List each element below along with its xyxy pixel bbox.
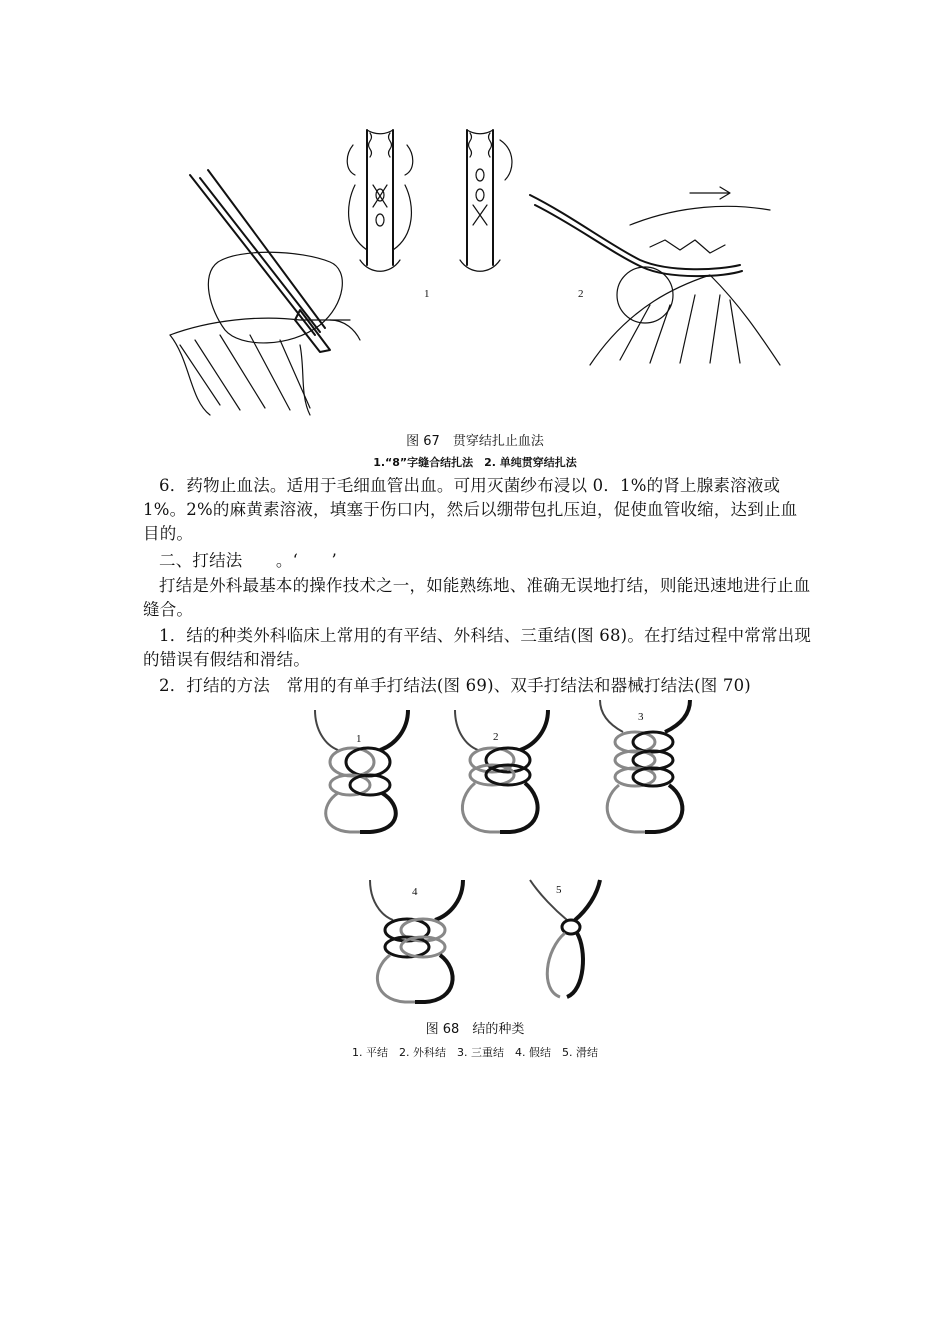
knot-label-1: 1: [356, 733, 362, 745]
fig67-sub-label-1: 1: [424, 288, 430, 300]
paragraph-drug-hemostasis: 6．药物止血法。适用于毛细血管出血。可用灭菌纱布浸以 0．1%的肾上腺素溶液或 1%。2%的麻黄素溶液，填塞于伤口内，然后以绷带包扎压迫，促使血管收缩，达到止血目的。: [143, 476, 798, 543]
square-knot-illustration: [310, 705, 410, 835]
fig68-title: 图 68 结的种类: [425, 1022, 525, 1037]
paragraph-knot-types: 1．结的种类外科临床上常用的有平结、外科结、三重结(图 68)。在打结过程中常常出现的错误有假结和滑结。: [143, 626, 812, 669]
figure-8-suture-illustration-b: [445, 125, 515, 280]
triple-knot-illustration: [595, 700, 695, 835]
surgeons-knot-illustration: [450, 705, 550, 835]
fig67-subtitle: 1.“8”字缝合结扎法 2. 单纯贯穿结扎法: [373, 456, 577, 469]
knot-label-3: 3: [638, 711, 644, 723]
figure-8-suture-illustration-a: [345, 125, 415, 280]
fig67-sub-label-2: 2: [578, 288, 584, 300]
knot-label-4: 4: [412, 886, 418, 898]
fig68-subtitle: 1. 平结 2. 外科结 3. 三重结 4. 假结 5. 滑结: [352, 1046, 598, 1059]
knot-label-5: 5: [556, 884, 562, 896]
forceps-clamp-illustration: [170, 170, 370, 415]
paragraph-knot-methods: 2．打结的方法 常用的有单手打结法(图 69)、双手打结法和器械打结法(图 70): [159, 676, 751, 695]
transfixion-ligature-illustration: [530, 185, 780, 365]
knot-label-2: 2: [493, 731, 499, 743]
slip-knot-illustration: [525, 875, 605, 1005]
fig67-title: 图 67 贯穿结扎止血法: [406, 434, 544, 449]
paragraph-knot-intro: 打结是外科最基本的操作技术之一，如能熟练地、准确无误地打结，则能迅速地进行止血缝合。: [143, 576, 811, 619]
section-heading-knot-tying: 二、打结法 。‘ ’: [159, 551, 337, 570]
